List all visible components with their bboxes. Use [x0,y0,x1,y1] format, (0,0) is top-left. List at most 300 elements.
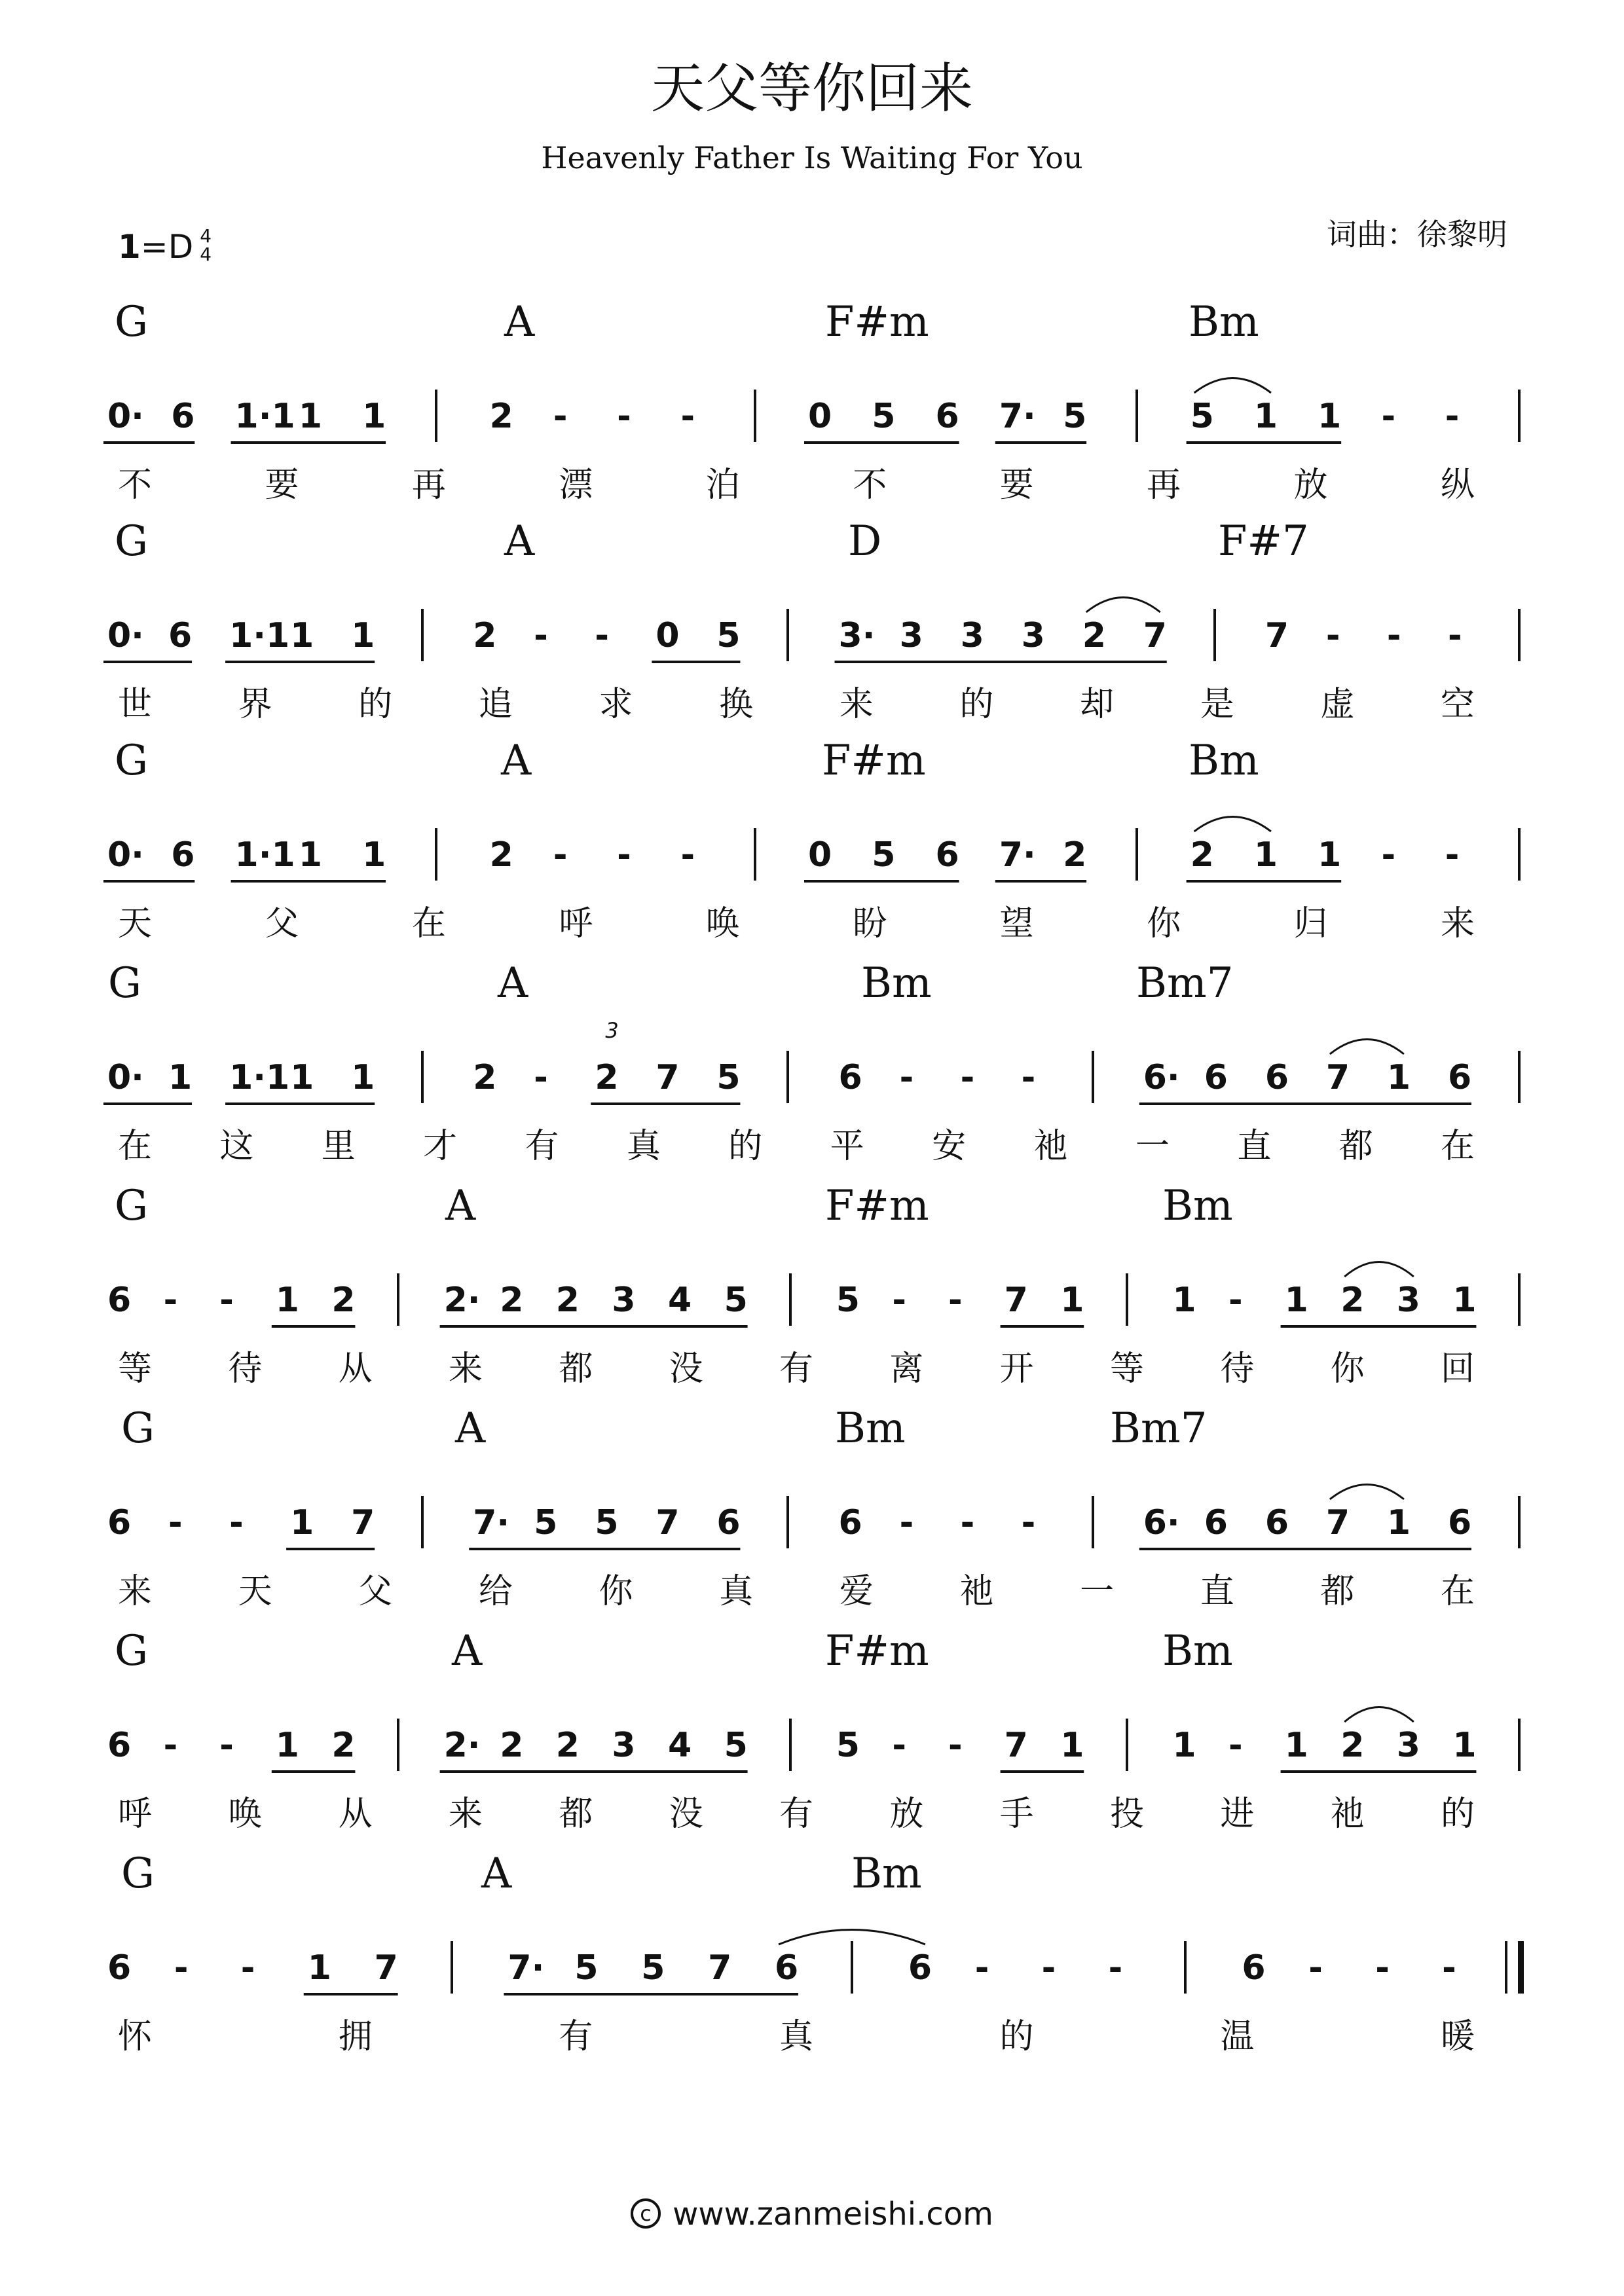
chord-symbol: Bm [1189,298,1259,346]
note: 5 [534,1503,558,1542]
note: 1 [1060,1726,1084,1765]
lyric-char: 祂 [1033,1127,1068,1166]
dash: - [1228,1726,1243,1765]
lyric-char: 却 [1080,685,1115,724]
note: 2 [1340,1726,1365,1765]
chord-symbol: A [498,959,528,1008]
barline [786,1496,789,1548]
barline [786,609,789,661]
lyric-char: 来 [839,685,874,724]
lyric-char: 界 [238,685,272,724]
note: 3 [899,616,923,655]
lyric-char: 爱 [839,1572,874,1611]
note: 1 [1318,397,1342,436]
barline [451,1941,453,1994]
lyric-char: 要 [999,465,1034,505]
dash: - [1445,835,1460,875]
lyric-char: 这 [219,1127,254,1166]
chord-symbol: G [115,1627,149,1675]
barline [1518,828,1521,881]
dash: - [595,616,609,655]
slur-mark [1086,598,1160,613]
lyric-char: 追 [478,685,513,724]
note: 1 [362,835,386,875]
note: 0 [808,835,832,875]
lyric-char: 不 [118,465,153,505]
dash: - [899,1058,914,1097]
barline [1126,1719,1128,1771]
note: 6 [1264,1503,1289,1542]
lyric-char: 有 [525,1127,559,1166]
note: 6 [107,1503,132,1542]
note: 2 [500,1726,524,1765]
lyric-char: 漂 [559,465,593,505]
note: 5 [641,1948,665,1988]
dash: - [163,1726,178,1765]
lyric-char: 虚 [1320,685,1355,724]
note: 5 [574,1948,599,1988]
lyric-char: 都 [559,1795,593,1834]
note: 6 [107,1726,132,1765]
key-eq: = [140,228,168,266]
barline [1518,1273,1521,1326]
barline [789,1719,792,1771]
dash: - [1325,616,1340,655]
dash: - [534,616,548,655]
lyric-char: 父 [358,1572,393,1611]
lyric-char: 温 [1220,2017,1255,2056]
barline [421,1496,424,1548]
note: 6 [107,1948,132,1988]
lyric-char: 进 [1220,1795,1255,1834]
lyric-char: 都 [1320,1572,1355,1611]
lyric-char: 投 [1110,1795,1145,1834]
note: 1·1 [234,835,295,875]
lyric-char: 世 [118,685,153,724]
lyric-char: 离 [889,1349,924,1389]
lyric-char: 没 [669,1795,703,1834]
barline [754,828,756,881]
note: 6 [1242,1948,1266,1988]
note: 1·1 [229,1058,290,1097]
note: 1 [307,1948,331,1988]
lyric-char: 开 [999,1349,1034,1389]
barline [1135,828,1138,881]
slur-mark [1194,817,1271,832]
note: 1 [1060,1281,1084,1320]
slur-mark [1344,1707,1414,1722]
note: 1 [1253,397,1278,436]
barline [397,1719,399,1771]
lyric-char: 唤 [228,1795,263,1834]
dash: - [168,1503,183,1542]
lyric-char: 真 [626,1127,661,1166]
lyric-char: 直 [1237,1127,1272,1166]
chord-symbol: F#m [825,1627,929,1675]
note: 5 [716,616,741,655]
note: 6 [1204,1058,1228,1097]
lyric-char: 一 [1135,1127,1170,1166]
dash: - [892,1281,906,1320]
dash: - [1381,397,1396,436]
lyric-char: 盼 [853,904,887,943]
lyric-char: 来 [449,1795,483,1834]
lyric-char: 望 [999,904,1034,943]
note: 1 [275,1281,299,1320]
dash: - [1308,1948,1323,1988]
lyric-char: 在 [1441,1572,1475,1611]
barline [1518,609,1521,661]
note: 7 [374,1948,398,1988]
lyric-char: 一 [1080,1572,1115,1611]
footer-site: www.zanmeishi.com [673,2196,993,2232]
lyric-char: 来 [1441,904,1475,943]
dash: - [1228,1281,1243,1320]
note: 7· [999,835,1036,875]
barline [1213,609,1216,661]
note: 1 [290,616,314,655]
lyric-char: 没 [669,1349,703,1389]
note: 2· [443,1281,481,1320]
note: 2· [443,1726,481,1765]
dash: - [680,397,695,436]
chord-symbol: A [445,1182,476,1230]
note: 5 [1063,397,1087,436]
note: 7 [1143,616,1167,655]
lyric-char: 才 [423,1127,458,1166]
lyric-char: 待 [1220,1349,1255,1389]
chord-symbol: A [455,1404,486,1453]
note: 6 [838,1503,862,1542]
dash: - [553,835,568,875]
note: 1 [351,1058,375,1097]
lyric-char: 有 [559,2017,593,2056]
barline [1518,1496,1521,1548]
note: 2 [1063,835,1087,875]
lyric-char: 祂 [959,1572,994,1611]
note: 1 [1386,1503,1411,1542]
lyric-char: 泊 [705,465,740,505]
note: 6 [1447,1058,1472,1097]
lyric-char: 再 [1147,465,1181,505]
chord-symbol: G [115,298,149,346]
dash: - [219,1726,234,1765]
note: 2 [1082,616,1106,655]
note: 5 [1190,397,1214,436]
chord-symbol: Bm7 [1136,959,1234,1008]
barline [435,390,437,442]
lyric-char: 是 [1200,685,1234,724]
note: 7 [1325,1503,1350,1542]
chord-symbol: G [121,1850,155,1898]
dash: - [617,397,631,436]
note: 2 [555,1281,580,1320]
chord-symbol: Bm [1162,1627,1233,1675]
note: 0 [655,616,680,655]
note: 7 [1004,1726,1028,1765]
note: 1·1 [234,397,295,436]
note: 1 [1452,1281,1477,1320]
barline [1518,390,1521,442]
note: 6 [935,397,959,436]
lyric-char: 等 [118,1349,153,1389]
chord-symbol: D [848,517,882,566]
note: 5 [836,1281,860,1320]
lyric-char: 真 [779,2017,814,2056]
chord-symbol: G [108,959,142,1008]
lyric-char: 有 [779,1349,814,1389]
lyric-char: 的 [959,685,994,724]
barline [1184,1941,1187,1994]
note: 1 [1172,1726,1196,1765]
lyric-char: 的 [358,685,393,724]
note: 3 [960,616,984,655]
lyric-char: 拥 [338,2017,373,2056]
lyric-char: 求 [599,685,633,724]
note: 2 [489,397,513,436]
lyric-char: 从 [338,1349,373,1389]
dash: - [163,1281,178,1320]
note: 1 [275,1726,299,1765]
note: 6 [171,835,195,875]
note: 6· [1143,1503,1180,1542]
lyric-char: 换 [719,685,754,724]
lyric-char: 回 [1441,1349,1475,1389]
note: 1 [168,1058,193,1097]
barline [1126,1273,1128,1326]
lyric-char: 父 [265,904,299,943]
credit: 词曲：徐黎明 [1327,217,1507,252]
note: 5 [595,1503,619,1542]
chord-symbol: A [504,298,535,346]
dash: - [948,1726,963,1765]
chord-symbol: A [452,1627,483,1675]
slur-mark [1330,1485,1404,1500]
lyric-char: 安 [932,1127,967,1166]
chord-symbol: A [481,1850,512,1898]
note: 6 [838,1058,862,1097]
note: 0· [107,835,144,875]
dash: - [1375,1948,1390,1988]
note: 1 [1452,1726,1477,1765]
barline [397,1273,399,1326]
note: 3 [1021,616,1045,655]
dash: - [948,1281,963,1320]
note: 6 [1447,1503,1472,1542]
lyric-char: 的 [728,1127,763,1166]
chord-symbol: G [121,1404,155,1453]
dash: - [899,1503,914,1542]
chord-symbol: Bm [861,959,932,1008]
chord-symbol: F#m [822,737,926,785]
chord-symbol: F#7 [1218,517,1309,566]
dash: - [1041,1948,1056,1988]
footer [0,2198,1624,2231]
dash: - [892,1726,906,1765]
time-top: 4 [200,225,212,247]
note: 2 [489,835,513,875]
lyric-char: 的 [999,2017,1034,2056]
dash: - [229,1503,244,1542]
key-one: 1 [118,228,141,266]
lyric-char: 在 [118,1127,153,1166]
note: 1 [298,835,322,875]
dash: - [553,397,568,436]
note: 6 [171,397,195,436]
song-subtitle: Heavenly Father Is Waiting For You [541,140,1083,175]
note: 6 [107,1281,132,1320]
note: 5 [872,835,896,875]
barline [789,1273,792,1326]
chord-symbol: Bm [1189,737,1259,785]
note: 4 [668,1281,692,1320]
lyric-char: 的 [1441,1795,1475,1834]
dash: - [680,835,695,875]
note: 4 [668,1726,692,1765]
lyric-char: 怀 [118,2017,153,2056]
chord-symbol: G [115,1182,149,1230]
lyric-char: 放 [889,1795,924,1834]
lyric-char: 在 [1441,1127,1475,1166]
chord-symbol: G [115,517,149,566]
barline [1135,390,1138,442]
lyric-char: 里 [321,1127,356,1166]
dash: - [534,1058,548,1097]
barline [1092,1496,1094,1548]
note: 7 [708,1948,732,1988]
barline [435,828,437,881]
key-signature [118,225,212,268]
barline [754,390,756,442]
lyric-char: 暖 [1441,2017,1475,2056]
note: 1 [1284,1726,1308,1765]
chord-symbol: Bm7 [1110,1404,1208,1453]
note: 5 [716,1058,741,1097]
note: 3 [1396,1726,1420,1765]
song-title: 天父等你回来 [650,58,973,120]
lyric-char: 从 [338,1795,373,1834]
chord-symbol: F#m [825,298,929,346]
lyric-char: 等 [1110,1349,1145,1389]
lyric-char: 平 [830,1127,864,1166]
note: 1 [1284,1281,1308,1320]
slur-mark [1194,378,1271,393]
note: 6 [935,835,959,875]
chord-symbol: Bm [835,1404,906,1453]
note: 2 [555,1726,580,1765]
dash: - [174,1948,189,1988]
note: 1 [1172,1281,1196,1320]
note: 2 [1190,835,1214,875]
note: 3 [612,1281,636,1320]
note: 7 [1004,1281,1028,1320]
note: 1 [290,1503,314,1542]
lyric-char: 给 [478,1572,513,1611]
barline [1505,1941,1507,1994]
dash: - [617,835,631,875]
triplet-number: 3 [605,1018,619,1043]
note: 7 [1325,1058,1350,1097]
note: 5 [872,397,896,436]
lyric-char: 唤 [705,904,740,943]
barline [421,609,424,661]
slur-mark [1344,1262,1414,1277]
dash: - [974,1948,989,1988]
note: 6 [1264,1058,1289,1097]
note: 3 [1396,1281,1420,1320]
lyric-char: 呼 [118,1795,153,1834]
barline [1518,1719,1521,1771]
note: 1 [362,397,386,436]
lyric-char: 纵 [1441,465,1475,505]
lyric-char: 再 [411,465,446,505]
note: 2 [473,616,497,655]
note: 2 [595,1058,619,1097]
note: 6· [1143,1058,1180,1097]
note: 7· [999,397,1036,436]
lyric-char: 不 [853,465,887,505]
note: 1 [290,1058,314,1097]
note: 6 [775,1948,799,1988]
dash: - [219,1281,234,1320]
lyric-char: 归 [1293,904,1328,943]
note: 7· [507,1948,545,1988]
lyric-char: 直 [1200,1572,1234,1611]
note: 1 [351,616,375,655]
note: 2 [473,1058,497,1097]
dash: - [240,1948,255,1988]
note: 7· [473,1503,510,1542]
lyric-char: 真 [719,1572,754,1611]
note: 6 [908,1948,932,1988]
lyric-char: 空 [1441,685,1475,724]
chord-symbol: Bm [1162,1182,1233,1230]
barline [421,1051,424,1103]
note: 0· [107,616,144,655]
note: 6 [1204,1503,1228,1542]
note: 7 [655,1058,680,1097]
note: 2 [331,1281,356,1320]
note: 7 [655,1503,680,1542]
lyric-char: 天 [238,1572,272,1611]
copyright-icon: c [631,2198,661,2229]
dash: - [1447,616,1462,655]
lyric-char: 在 [411,904,446,943]
note: 1 [1253,835,1278,875]
note: 1 [1386,1058,1411,1097]
final-barline [1518,1941,1524,1994]
lyric-char: 天 [118,904,153,943]
dash: - [1381,835,1396,875]
note: 1·1 [229,616,290,655]
barline [851,1941,853,1994]
note: 2 [1340,1281,1365,1320]
lyric-char: 有 [779,1795,814,1834]
note: 2 [500,1281,524,1320]
lyric-char: 你 [1330,1349,1365,1389]
dash: - [960,1503,975,1542]
dash: - [1445,397,1460,436]
chord-symbol: Bm [851,1850,922,1898]
note: 0· [107,397,144,436]
chord-symbol: G [115,737,149,785]
dash: - [1021,1058,1036,1097]
note: 1 [1318,835,1342,875]
note: 6 [168,616,193,655]
dash: - [1386,616,1401,655]
time-bottom: 4 [200,243,212,265]
lyric-char: 呼 [559,904,593,943]
